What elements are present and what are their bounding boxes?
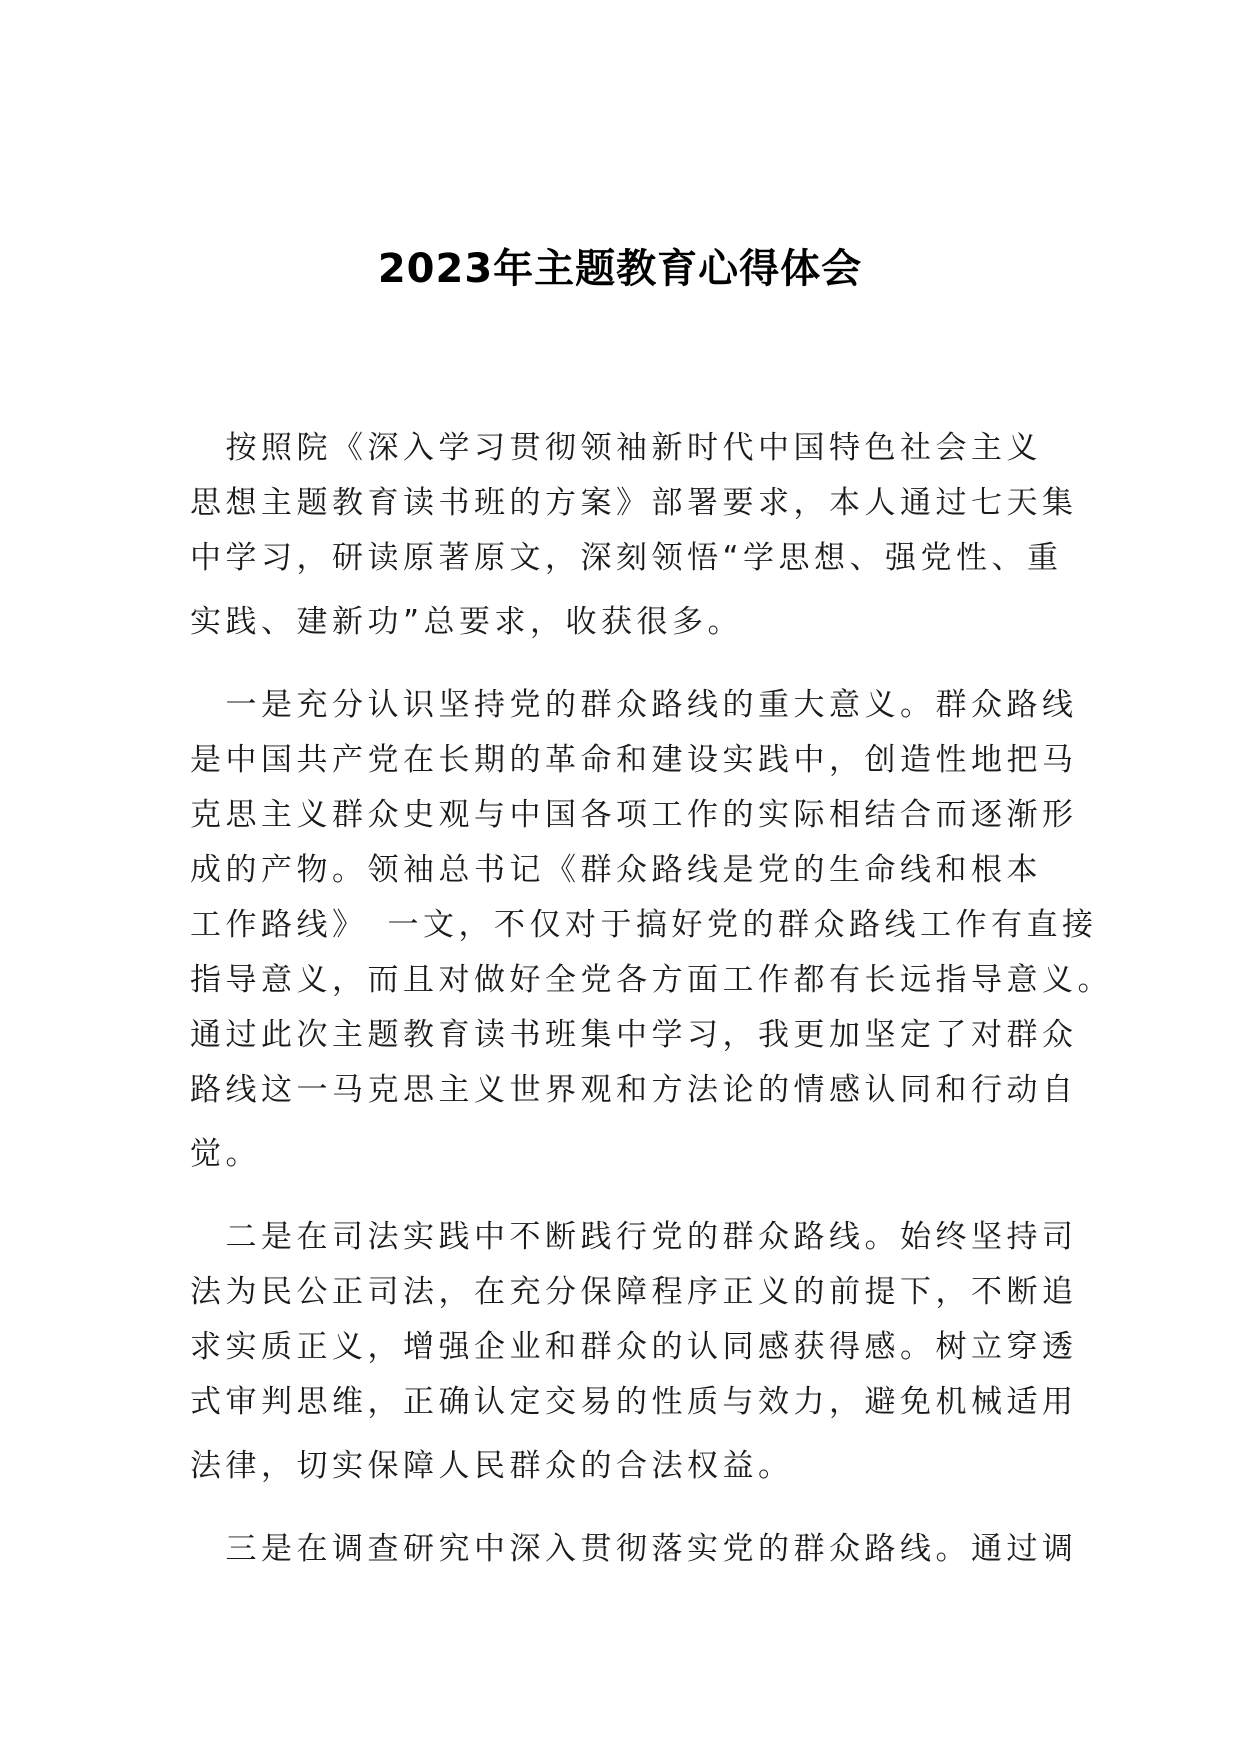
body-line: 三是在调查研究中深入贯彻落实党的群众路线。通过调 <box>190 1531 1078 1567</box>
body-line: 觉。 <box>190 1136 261 1172</box>
body-line: 思想主题教育读书班的方案》部署要求，本人通过七天集 <box>190 485 1078 521</box>
body-line: 工作路线》 一文，不仅对于搞好党的群众路线工作有直接 <box>190 907 1098 943</box>
body-line: 式审判思维，正确认定交易的性质与效力，避免机械适用 <box>190 1384 1078 1420</box>
body-line: 法为民公正司法，在充分保障程序正义的前提下，不断追 <box>190 1274 1078 1310</box>
body-line: 指导意义，而且对做好全党各方面工作都有长远指导意义。 <box>190 962 1113 998</box>
body-line: 按照院《深入学习贯彻领袖新时代中国特色社会主义 <box>190 430 1042 466</box>
document-title: 2023年主题教育心得体会 <box>377 246 863 292</box>
body-line: 是中国共产党在长期的革命和建设实践中，创造性地把马 <box>190 742 1078 778</box>
body-line: 法律，切实保障人民群众的合法权益。 <box>190 1448 794 1484</box>
body-line: 一是充分认识坚持党的群众路线的重大意义。群众路线 <box>190 687 1078 723</box>
body-line: 成的产物。领袖总书记《群众路线是党的生命线和根本 <box>190 852 1042 888</box>
body-line: 克思主义群众史观与中国各项工作的实际相结合而逐渐形 <box>190 797 1078 833</box>
body-line: 中学习，研读原著原文，深刻领悟“学思想、强党性、重 <box>190 540 1063 576</box>
body-line: 实践、建新功”总要求，收获很多。 <box>190 604 744 640</box>
body-line: 二是在司法实践中不断践行党的群众路线。始终坚持司 <box>190 1219 1078 1255</box>
body-line: 路线这一马克思主义世界观和方法论的情感认同和行动自 <box>190 1072 1078 1108</box>
body-line: 通过此次主题教育读书班集中学习，我更加坚定了对群众 <box>190 1017 1078 1053</box>
body-line: 求实质正义，增强企业和群众的认同感获得感。树立穿透 <box>190 1329 1078 1365</box>
